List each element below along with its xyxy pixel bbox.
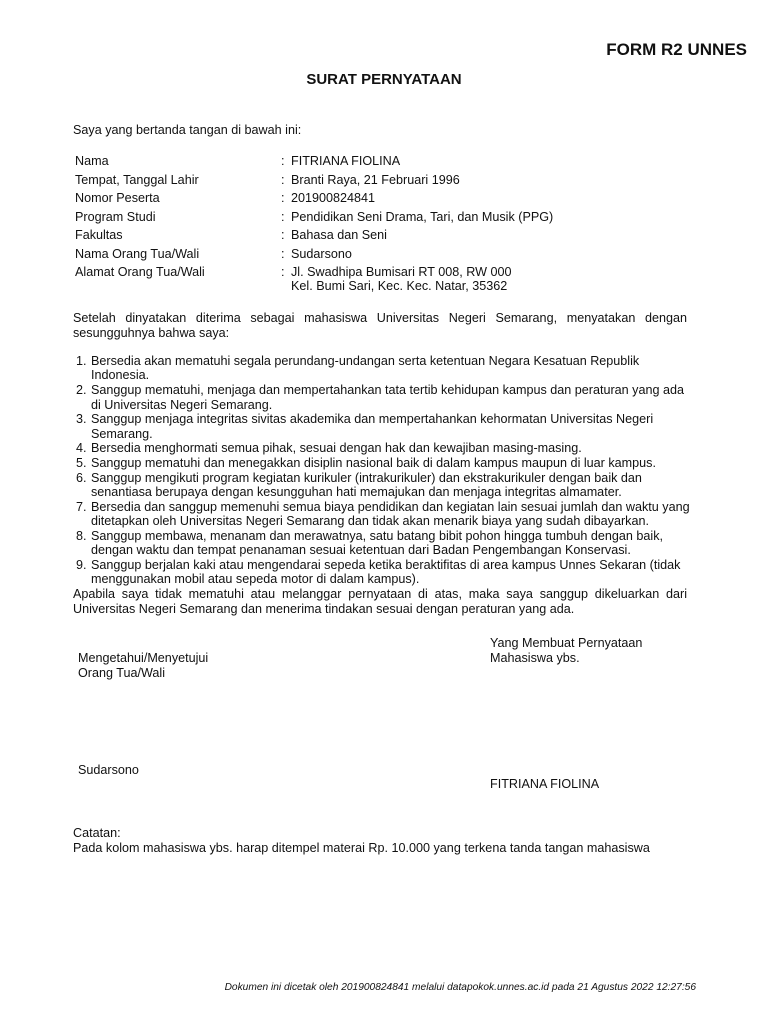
signer-right-name: FITRIANA FIOLINA: [490, 777, 600, 791]
list-item: [76, 500, 696, 529]
list-item-text: Bersedia menghormati semua pihak, sesuai dengan hak dan kewajiban masing-masing.: [91, 441, 582, 456]
list-item-number: 8.: [76, 528, 87, 543]
identity-row-fakultas: [75, 228, 695, 247]
closing-paragraph: Apabila saya tidak mematuhi atau melanggar pernyataan di atas, maka saya sanggup dikeluarkan dari Universitas Negeri Semarang dan menerima tindakan sesuai dengan peraturan yang ada.: [73, 587, 687, 616]
list-item-text: Sanggup membawa, menanam dan merawatnya, satu batang bibit pohon hingga tumbuh dengan baik, dengan waktu dan tempat penanaman sesuai ketentuan dari Badan Pengembangan Konservasi.: [91, 528, 664, 558]
identity-label: Nomor Peserta: [75, 191, 160, 205]
list-item: [76, 354, 696, 383]
signer-left-role: Orang Tua/Wali: [78, 666, 166, 680]
list-item-number: 7.: [76, 499, 87, 514]
list-item-number: 4.: [76, 441, 87, 456]
list-item-number: 5.: [76, 456, 87, 471]
identity-separator: :: [281, 191, 285, 205]
list-item-number: 1.: [76, 354, 87, 368]
identity-table: [75, 154, 695, 297]
identity-label: Nama Orang Tua/Wali: [75, 246, 200, 261]
list-item-text: Sanggup berjalan kaki atau mengendarai sepeda ketika beraktifitas di area kampus Unnes Sekaran (tidak menggunakan mobil atau sepeda motor di dalam kampus).: [91, 558, 681, 587]
note-label: Catatan:: [73, 826, 121, 840]
identity-value: Pendidikan Seni Drama, Tari, dan Musik (PPG): [291, 209, 554, 224]
identity-value-line2: Kel. Bumi Sari, Kec. Kec. Natar, 35362: [291, 279, 508, 293]
list-item-number: 2.: [76, 383, 87, 398]
note-text: Pada kolom mahasiswa ybs. harap ditempel materai Rp. 10.000 yang terkena tanda tangan mahasiswa: [73, 841, 650, 855]
signer-right-role: Mahasiswa ybs.: [490, 651, 580, 665]
identity-label: Program Studi: [75, 209, 156, 224]
identity-separator: :: [281, 154, 285, 168]
list-item-text: Bersedia dan sanggup memenuhi semua biaya pendidikan dan kegiatan lain sesuai jumlah dan waktu yang ditetapkan oleh Universitas Negeri Semarang dan tidak akan menarik biaya yang sudah dibayarkan.: [91, 499, 690, 529]
list-item: [76, 471, 696, 500]
identity-value: Jl. Swadhipa Bumisari RT 008, RW 000: [291, 265, 512, 279]
signer-right-heading: Yang Membuat Pernyataan: [490, 636, 643, 650]
identity-separator: :: [281, 246, 285, 261]
identity-label: Nama: [75, 154, 109, 168]
identity-row-program-studi: [75, 210, 695, 229]
list-item-text: Sanggup mematuhi, menjaga dan mempertahankan tata tertib kehidupan kampus dan peraturan yang ada di Universitas Negeri Semarang.: [91, 383, 685, 412]
list-item-text: Bersedia akan mematuhi segala perundang-undangan serta ketentuan Negara Kesatuan Republik Indonesia.: [91, 354, 640, 383]
statement-intro: Setelah dinyatakan diterima sebagai mahasiswa Universitas Negeri Semarang, menyatakan dengan sesungguhnya bahwa saya:: [73, 311, 687, 340]
identity-value: 201900824841: [291, 191, 376, 205]
identity-value: Bahasa dan Seni: [291, 228, 387, 242]
identity-row-alamat-orang-tua: [75, 265, 695, 297]
list-item: [76, 441, 696, 455]
form-code: FORM R2 UNNES: [606, 40, 747, 59]
identity-separator: :: [281, 209, 285, 224]
identity-row-nama: [75, 154, 695, 173]
list-item: [76, 412, 696, 441]
list-item: [76, 529, 696, 558]
signer-left-heading: Mengetahui/Menyetujui: [78, 651, 209, 665]
document-title: SURAT PERNYATAAN: [306, 71, 462, 88]
list-item-number: 3.: [76, 412, 87, 427]
list-item-text: Sanggup mengikuti program kegiatan kurikuler (intrakurikuler) dan ekstrakurikuler dengan baik dan senantiasa berupaya dengan kesungguhan hati memajukan dan menjaga integritas almamater.: [91, 470, 642, 500]
identity-separator: :: [281, 265, 285, 279]
list-item-text: Sanggup mematuhi dan menegakkan disiplin nasional baik di dalam kampus maupun di luar kampus.: [91, 456, 656, 471]
intro-text: Saya yang bertanda tangan di bawah ini:: [73, 123, 302, 137]
identity-row-nama-orang-tua: [75, 247, 695, 266]
identity-separator: :: [281, 172, 285, 187]
identity-label: Tempat, Tanggal Lahir: [75, 172, 199, 187]
identity-value: Sudarsono: [291, 246, 352, 261]
identity-separator: :: [281, 228, 285, 242]
list-item: [76, 558, 696, 587]
identity-label: Alamat Orang Tua/Wali: [75, 265, 205, 279]
identity-row-ttl: [75, 173, 695, 192]
signer-left-name: Sudarsono: [78, 763, 139, 777]
identity-row-nomor-peserta: [75, 191, 695, 210]
list-item: [76, 456, 696, 470]
list-item-number: 6.: [76, 470, 87, 485]
list-item: [76, 383, 696, 412]
statement-list: [76, 354, 696, 587]
identity-label: Fakultas: [75, 228, 123, 242]
identity-value: Branti Raya, 21 Februari 1996: [291, 172, 460, 187]
list-item-number: 9.: [76, 558, 87, 573]
identity-value: FITRIANA FIOLINA: [291, 154, 401, 168]
list-item-text: Sanggup menjaga integritas sivitas akademika dan mempertahankan kehormatan Universitas Negeri Semarang.: [91, 412, 654, 441]
print-footer: Dokumen ini dicetak oleh 201900824841 melalui datapokok.unnes.ac.id pada 21 Agustus 2022 12:27:56: [224, 982, 696, 993]
